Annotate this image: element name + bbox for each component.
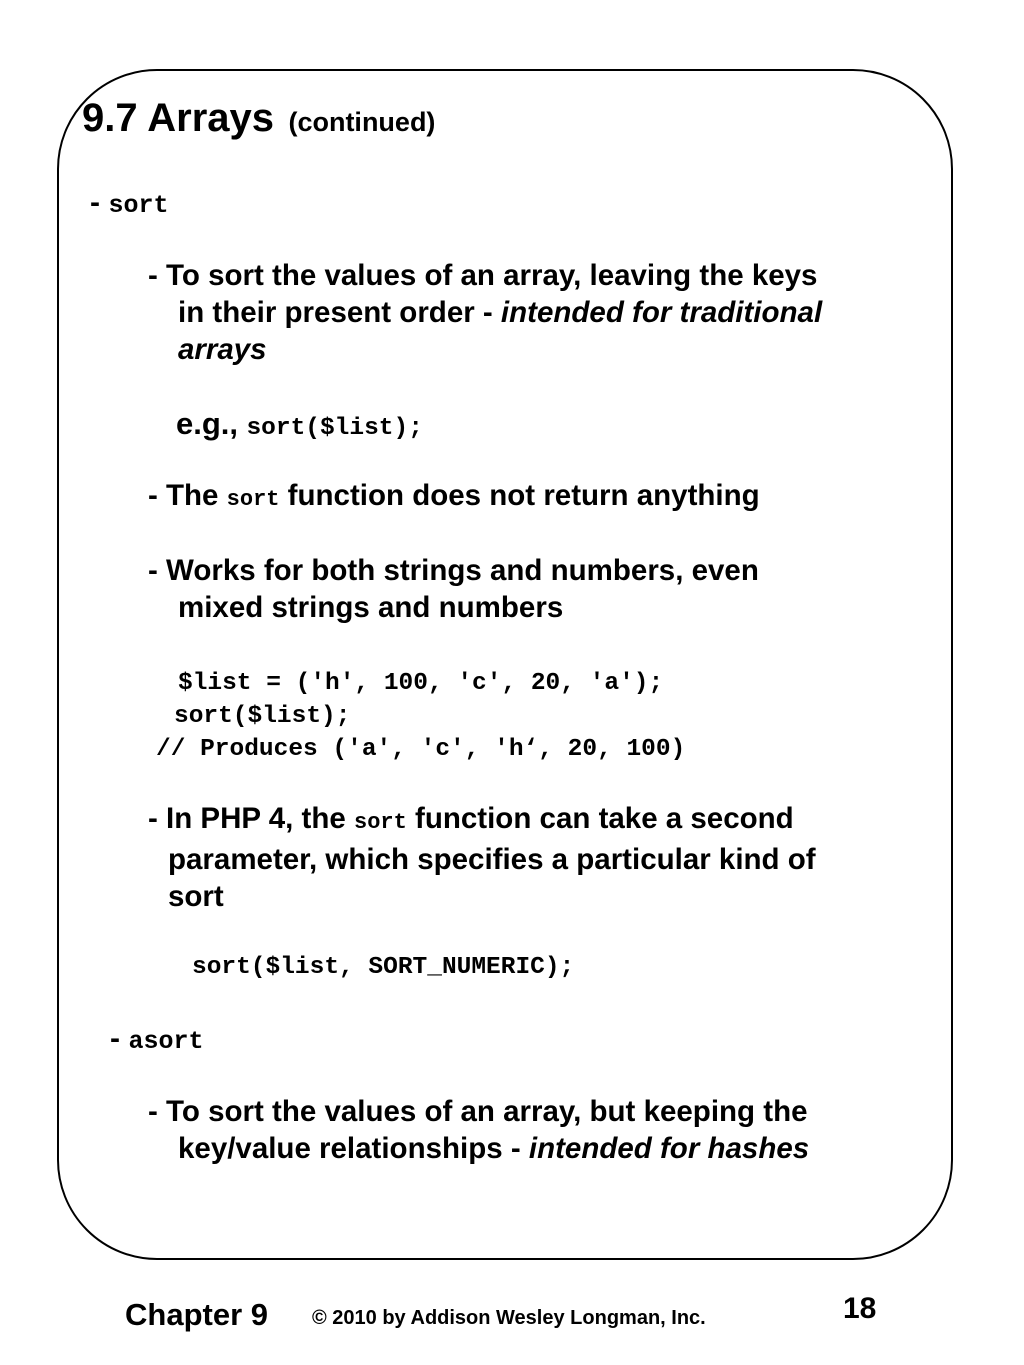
bullet-dash: - [90,186,100,219]
code-line: // Produces ('a', 'c', 'h‘, 20, 100) [156,736,686,763]
text-line: sort [168,880,224,913]
bullet-dash: - [110,1022,120,1055]
section-heading-asort [110,1022,203,1056]
slide-frame [57,69,953,1260]
code-line: $list = ('h', 100, 'c', 20, 'a'); [178,670,664,697]
keyword-asort: asort [128,1027,204,1056]
text-line: in their present order - intended for traditional [178,296,823,329]
point-sort-php4 [148,800,816,915]
emphasis-text: intended for hashes [528,1132,810,1165]
code-line: sort($list, SORT_NUMERIC); [192,954,575,981]
point-sort-return: - The sort function does not return anything [148,479,760,512]
text-line: - Works for both strings and numbers, even [148,554,759,587]
title-suffix: (continued) [288,107,436,137]
inline-code: sort [226,487,280,512]
text-line: key/value relationships - intended for hashes [178,1132,810,1165]
page-number: 18 [843,1292,877,1325]
point-asort-description [148,1093,809,1167]
text-line: mixed strings and numbers [178,591,564,624]
inline-code: sort [354,810,407,835]
emphasis-text: arrays [178,333,267,366]
text-line: - To sort the values of an array, leaving the keys [148,259,818,292]
section-heading-sort [90,186,168,220]
example-line [176,406,423,442]
example-code: sort($list); [246,415,423,442]
text-line: parameter, which specifies a particular kind of [168,843,816,876]
text-line: - To sort the values of an array, but keeping the [148,1095,808,1128]
code-line: sort($list); [174,703,351,730]
keyword-sort: sort [108,191,169,220]
point-sort-description [148,257,822,368]
point-sort-mixed [148,552,759,626]
title-text: 9.7 Arrays [82,96,274,140]
footer-copyright: © 2010 by Addison Wesley Longman, Inc. [312,1307,706,1329]
slide-title [82,96,435,141]
emphasis-text: intended for traditional [500,296,823,329]
example-prefix: e.g., [176,406,239,441]
text-line: - In PHP 4, the sort function can take a second [148,802,794,835]
footer-chapter: Chapter 9 [125,1297,268,1332]
